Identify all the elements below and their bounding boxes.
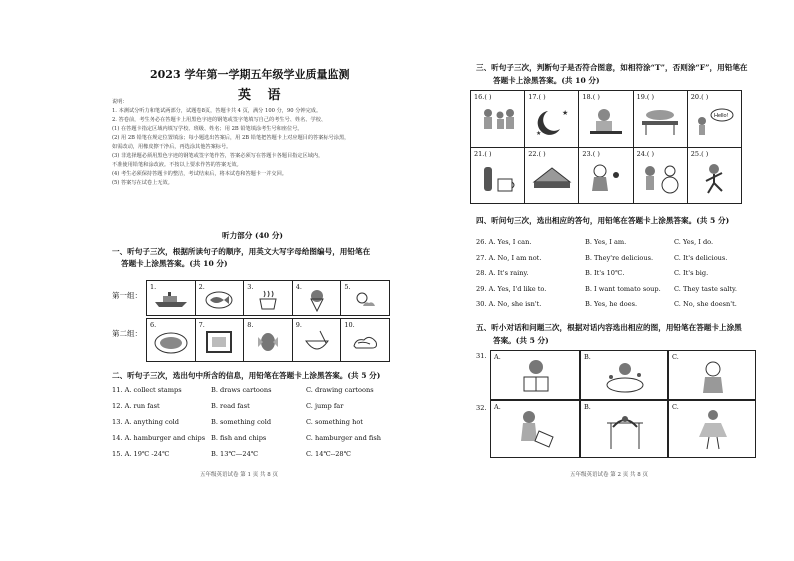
picture-cell: 24.( ) [634, 148, 688, 205]
option-row: 29. A. Yes, I'd like to. B. I want tomato soup. C. They taste salty. [476, 284, 738, 293]
instruction-line: (2) 用 2B 铅笔在规定位置填涂；每小题选出答案后，用 2B 铅笔把答题卡上对应题目的答案标号涂黑， [112, 135, 350, 141]
option-row: 13. A. anything cold B. something cold C. something hot [112, 418, 363, 426]
sun-cloud-icon [353, 288, 377, 312]
moon-night-icon [532, 105, 572, 139]
instruction-line: 如需改动，用橡皮擦干净后，再选涂其他答案标号。 [112, 144, 232, 150]
picture-cell: 3. [244, 281, 293, 316]
q31-option-a: A. [490, 350, 580, 400]
section1-heading-2: 答题卡上涂黑答案。(共 10 分) [121, 259, 228, 268]
girl-icon [693, 357, 733, 397]
picture-cell: 9. [293, 319, 342, 362]
option-row: 26. A. Yes, I can. B. Yes, I am. C. Yes, I do. [476, 238, 714, 246]
picture-cell: 21.( ) [471, 148, 525, 205]
exam-subject: 英 语 [238, 88, 287, 103]
section2-options [112, 386, 412, 466]
instruction-line: (5) 答案写在试卷上无效。 [112, 180, 173, 186]
picture-cell: 17.( ) ★ ★ [525, 91, 579, 148]
listening-title: 听力部分 (40 分) [222, 231, 284, 240]
q32-label: 32. [476, 404, 487, 412]
family-icon [478, 105, 518, 139]
picture-cell: 6. [147, 319, 196, 362]
section5-heading-2: 答案。(共 5 分) [493, 336, 549, 345]
bathing-child-icon [603, 357, 647, 397]
picture-cell: 4. [293, 281, 342, 316]
high-jump-icon [603, 409, 647, 453]
q32-option-b: B. [580, 400, 668, 458]
group2-label: 第二组： [112, 329, 142, 338]
option-row: 28. A. It's rainy. B. It's 10℃. C. It's big. [476, 269, 709, 277]
drinks-icon [478, 161, 518, 195]
ice-cream-icon [307, 288, 327, 312]
page1-footer: 五年级英语试卷 第 1 页 共 8 页 [200, 472, 278, 478]
picture-cell: 8. [244, 319, 293, 362]
hot-drink-icon [254, 289, 282, 311]
section1-heading: 一、听句子三次，根据所读句子的顺序，用英文大写字母给图编号，用铅笔在 [112, 247, 371, 256]
picture-cell: 18.( ) [579, 91, 633, 148]
section4-heading: 四、听问句三次，选出相应的答句，用铅笔在答题卡上涂黑答案。(共 5 分) [476, 216, 730, 225]
instruction-line: (1) 在答题卡指定区域内填写学校、班级、姓名；用 2B 铅笔填涂考生号和座位号。 [112, 126, 303, 132]
running-boy-icon [696, 161, 732, 195]
pizza-plate-icon [153, 329, 189, 355]
picture-cell: 20.( ) Hello! [688, 91, 742, 148]
option-row: 27. A. No, I am not. B. They're delicious. C. It's delicious. [476, 253, 728, 262]
group2-pictures [146, 318, 390, 362]
hello-text: Hello! [714, 112, 729, 119]
section4-options [476, 238, 766, 316]
picture-cell: 7. [196, 319, 245, 362]
instruction-line: 1. 本测试分听力和笔试两部分，试题卷8页，答题卡共 4 页，满分 100 分，90 分钟完成。 [112, 108, 322, 114]
picture-cell: 19.( ) [634, 91, 688, 148]
q31-option-b: B. [580, 350, 668, 400]
picture-cell: 22.( ) [525, 148, 579, 205]
option-row: 15. A. 19℃ -24℃ B. 13℃—24℃ C. 14℃--28℃ [112, 450, 351, 458]
fish-dish-icon [204, 290, 234, 310]
section3-pictures [470, 90, 742, 204]
group1-label: 第一组： [112, 291, 142, 300]
picture-cell: 23.( ) [579, 148, 633, 205]
q31-option-c: C. [668, 350, 756, 400]
instructions [112, 98, 349, 188]
right-page [420, 0, 794, 561]
instruction-line: (4) 考生必须保持答题卡的整洁，考试结束后，将本试卷和答题卡一并交回。 [112, 171, 287, 177]
windy-cloud-icon [350, 330, 380, 354]
section5-heading: 五、听小对话和问题三次，根据对话内容选出相应的图，用铅笔在答题卡上涂黑 [476, 323, 742, 332]
option-row: 30. A. No, she isn't. B. Yes, he does. C. No, she doesn't. [476, 300, 737, 308]
snowman-icon [638, 161, 682, 195]
section3-heading-2: 答题卡上涂黑答案。(共 10 分) [493, 76, 600, 85]
scared-child-icon [586, 161, 626, 195]
instruction-line: (3) 非选择题必须用黑色字迹的钢笔或签字笔作答，答案必须写在答题卡各题目指定区域内， [112, 153, 324, 159]
picture-cell: 2. [196, 281, 245, 316]
section2-heading: 二、听句子三次，选出句中所含的信息，用铅笔在答题卡上涂黑答案。(共 5 分) [112, 371, 381, 380]
section3-heading: 三、听句子三次，判断句子是否符合图意，如相符涂“T”，否则涂“F”，用铅笔在 [476, 63, 748, 72]
group1-pictures [146, 280, 390, 316]
picture-cell: 1. [147, 281, 196, 316]
svg-text:★: ★ [561, 108, 569, 117]
page2-footer: 五年级英语试卷 第 2 页 共 8 页 [570, 472, 648, 478]
candy-icon [253, 329, 283, 355]
reading-boy-icon [516, 357, 556, 397]
dancing-girl-icon [693, 407, 733, 453]
option-row: 11. A. collect stamps B. draws cartoons C. drawing cartoons [112, 386, 374, 394]
q32-option-c: C. [668, 400, 756, 458]
picture-cell: 16.( ) [471, 91, 525, 148]
person-eating-icon [586, 105, 626, 139]
instruction-line: 不准使用铅笔和涂改液。不按以上要求作答的答案无效。 [112, 162, 242, 168]
option-row: 12. A. run fast B. read fast C. jump far [112, 402, 344, 410]
instruction-line: 说明： [112, 99, 128, 105]
soup-bowl-icon [302, 329, 332, 355]
picture-cell: 10. [341, 319, 390, 362]
drawing-boy-icon [513, 407, 557, 453]
q32-option-a: A. [490, 400, 580, 458]
greeting-icon [692, 105, 736, 139]
instruction-line: 2. 答卷前，考生务必在答题卡上用黑色字迹的钢笔或签字笔填写自己的考生号、姓名、学校、 [112, 117, 327, 123]
ship-icon [153, 292, 189, 308]
picture-frame-icon [204, 330, 234, 354]
sandwich-icon [530, 164, 574, 192]
picture-cell: 5. [341, 281, 390, 316]
option-row: 14. A. hamburger and chips B. fish and chips C. hamburger and fish [112, 434, 381, 442]
picture-cell: 25.( ) [688, 148, 742, 205]
svg-text:★: ★ [535, 129, 542, 137]
q31-label: 31. [476, 352, 487, 360]
exam-title: 2023 学年第一学期五年级学业质量监测 [150, 68, 350, 81]
picnic-table-icon [638, 105, 682, 139]
